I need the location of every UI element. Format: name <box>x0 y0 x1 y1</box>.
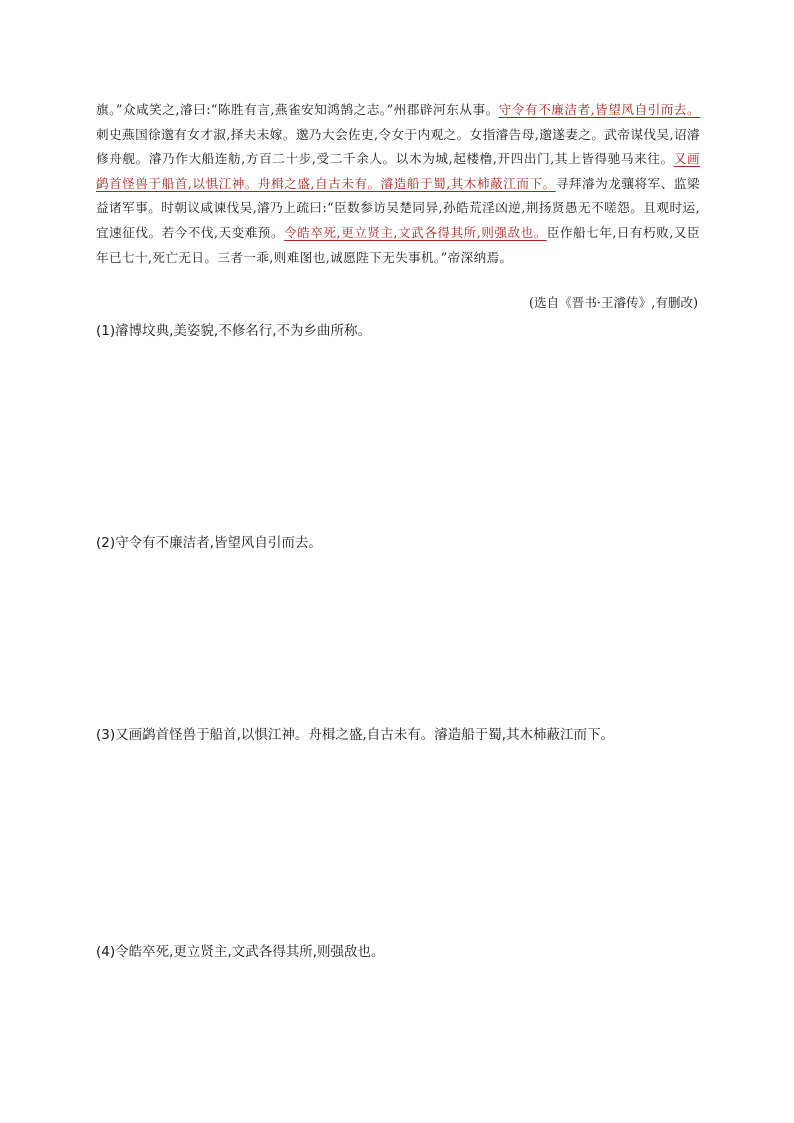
passage-paragraph <box>96 98 700 270</box>
passage-text-2: 刺史燕国徐邈有女才淑,择夫未嫁。邈乃大会佐吏,令女于内观之。女指濬告母,邈遂妻之。武帝谋伐吴,诏濬修舟舰。濬乃作大船连舫,方百二十步,受二千余人。以木为城,起楼橹,开四出门,其上皆得驰马来往。 <box>96 126 700 167</box>
source-citation: (选自《晋书·王濬传》,有删改) <box>529 295 698 310</box>
question-3: (3)又画鹢首怪兽于船首,以惧江神。舟楫之盛,自古未有。濬造船于蜀,其木柿蔽江而下。 <box>96 727 614 743</box>
passage-text-3: 寻拜濬为龙骧将军、监梁益诸军事。时朝议咸谏伐吴,濬乃上疏曰:“臣数参访吴楚同异,孙皓荒淫凶逆,荆扬贤愚无不嗟怨。且观时运,宜速征伐。若今不伐,天变难预。 <box>96 175 701 240</box>
highlight-sentence-2: 又画鹢首怪兽于船首,以惧江神。舟楫之盛,自古未有。濬造船于蜀,其木柿蔽江而下。 <box>96 151 700 191</box>
passage-text-4: 臣作船七年,日有朽败,又臣年已七十,死亡无日。三者一乖,则难图也,诚愿陛下无失事机。”帝深纳焉。 <box>96 224 700 265</box>
highlight-sentence-3: 令皓卒死,更立贤主,文武各得其所,则强敌也。 <box>284 224 547 240</box>
question-4: (4)令皓卒死,更立贤主,文武各得其所,则强敌也。 <box>96 944 385 960</box>
question-1: (1)濬博坟典,美姿貌,不修名行,不为乡曲所称。 <box>96 323 371 339</box>
question-2: (2)守令有不廉洁者,皆望风自引而去。 <box>96 535 322 551</box>
classical-passage <box>96 98 700 270</box>
passage-text-1: 旗。”众咸笑之,濬曰:“陈胜有言,燕雀安知鸿鹄之志。”州郡辟河东从事。 <box>96 102 499 117</box>
highlight-sentence-1: 守令有不廉洁者,皆望风自引而去。 <box>498 102 701 117</box>
